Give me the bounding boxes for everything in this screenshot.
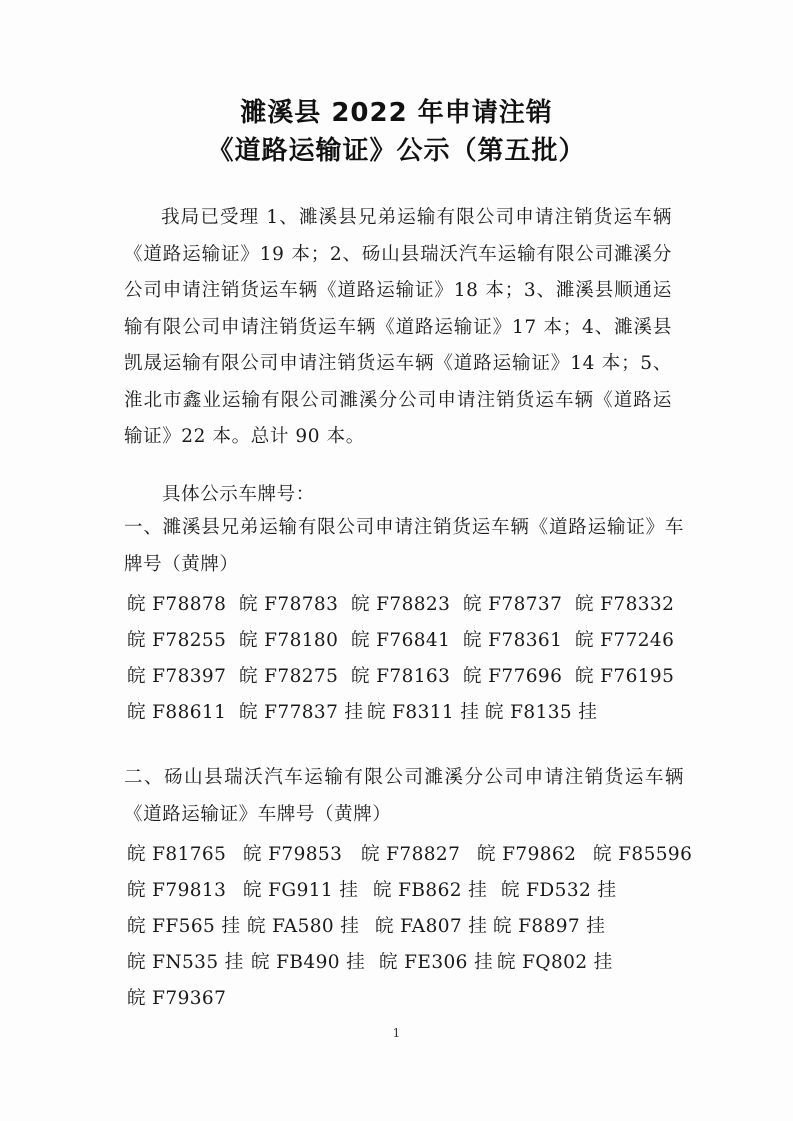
plate-number: 皖 F78783 — [239, 594, 339, 615]
plate-number: 皖 F76841 — [351, 630, 451, 651]
intro-paragraph: 我局已受理 1、濉溪县兄弟运输有限公司申请注销货运车辆《道路运输证》19 本；2、砀山县瑞沃汽车运输有限公司濉溪分公司申请注销货运车辆《道路运输证》18 本；3、濉溪县顺通运输有限公司申请注销货运车辆《道路运输证》17 本；4、濉溪县凯晟运输有限公司申请注销货运车辆《道路运输证》14 本；5、淮北市鑫业运输有限公司濉溪分公司申请注销货运车辆《道路运输证》22 本。总计 90 本。 — [124, 207, 672, 447]
plate-number: 皖 F77696 — [463, 666, 563, 687]
plate-number: 皖 F8897 挂 — [493, 916, 606, 937]
plate-row — [127, 590, 687, 626]
plate-number: 皖 F88611 — [127, 702, 227, 723]
plate-number: 皖 F8311 挂 — [367, 702, 480, 723]
plate-number: 皖 F79853 — [243, 844, 343, 865]
plate-number: 皖 F78878 — [127, 594, 227, 615]
plate-number: 皖 FE306 挂 — [379, 952, 494, 973]
plate-number: 皖 F78163 — [351, 666, 451, 687]
plate-row — [127, 626, 687, 662]
plate-number: 皖 FA807 挂 — [375, 916, 488, 937]
plate-number: 皖 F78823 — [351, 594, 451, 615]
plate-number: 皖 F77837 挂 — [239, 702, 364, 723]
plate-row — [127, 984, 687, 1020]
plate-number: 皖 F78361 — [463, 630, 563, 651]
plate-number: 皖 FG911 挂 — [243, 880, 359, 901]
section2-heading: 二、砀山县瑞沃汽车运输有限公司濉溪分公司申请注销货运车辆《道路运输证》车牌号（黄牌） — [124, 767, 684, 825]
plate-number: 皖 FD532 挂 — [501, 880, 617, 901]
plate-number: 皖 F79367 — [127, 988, 227, 1009]
plate-row — [127, 912, 687, 948]
plate-number: 皖 FF565 挂 — [127, 916, 241, 937]
plate-number: 皖 F78397 — [127, 666, 227, 687]
plate-row — [127, 662, 687, 698]
plate-number: 皖 F78332 — [575, 594, 675, 615]
plate-row — [127, 948, 687, 984]
plate-number: 皖 F8135 挂 — [485, 702, 598, 723]
section1-plate-list — [127, 590, 687, 734]
page-number: 1 — [392, 1026, 401, 1040]
section1-heading: 一、濉溪县兄弟运输有限公司申请注销货运车辆《道路运输证》车牌号（黄牌） — [124, 517, 684, 575]
plate-number: 皖 F78180 — [239, 630, 339, 651]
plate-number: 皖 F79813 — [127, 880, 227, 901]
plate-number: 皖 F81765 — [127, 844, 227, 865]
plate-number: 皖 FB862 挂 — [373, 880, 488, 901]
document-title-line1: 濉溪县 2022 年申请注销 — [240, 98, 553, 128]
plate-number: 皖 F78827 — [361, 844, 461, 865]
plate-row — [127, 840, 693, 876]
plate-number: 皖 FA580 挂 — [247, 916, 360, 937]
plate-number: 皖 FB490 挂 — [251, 952, 366, 973]
section2-plate-list — [127, 840, 693, 1020]
plate-number: 皖 F78255 — [127, 630, 227, 651]
plate-number: 皖 F76195 — [575, 666, 675, 687]
plate-number: 皖 F77246 — [575, 630, 675, 651]
plate-number: 皖 FN535 挂 — [127, 952, 244, 973]
plate-row — [127, 698, 687, 734]
plate-number: 皖 F78737 — [463, 594, 563, 615]
plate-number: 皖 F78275 — [239, 666, 339, 687]
plate-number: 皖 F85596 — [593, 844, 693, 865]
plate-number: 皖 FQ802 挂 — [497, 952, 613, 973]
plate-row — [127, 876, 687, 912]
plate-number: 皖 F79862 — [477, 844, 577, 865]
document-title-line2: 《道路运输证》公示（第五批） — [207, 136, 586, 166]
plates-intro: 具体公示车牌号： — [162, 484, 315, 505]
